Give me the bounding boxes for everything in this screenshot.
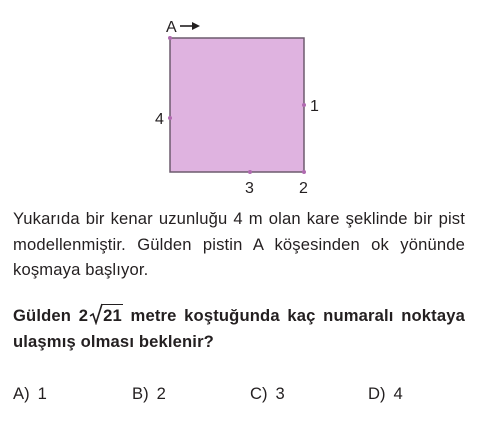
corner-a-dot bbox=[168, 36, 172, 40]
option-a-letter: A) bbox=[13, 384, 30, 403]
option-a[interactable] bbox=[13, 384, 47, 404]
answer-options bbox=[13, 384, 473, 408]
radicand: 21 bbox=[103, 306, 122, 325]
option-b[interactable] bbox=[132, 384, 166, 404]
square-track-figure bbox=[0, 0, 478, 205]
point-3-dot bbox=[248, 170, 252, 174]
option-b-value: 2 bbox=[156, 384, 166, 403]
option-c[interactable] bbox=[250, 384, 285, 404]
point-2-label: 2 bbox=[299, 180, 308, 197]
option-b-letter: B) bbox=[132, 384, 149, 403]
point-1-label: 1 bbox=[310, 98, 319, 115]
option-d-letter: D) bbox=[368, 384, 386, 403]
option-c-value: 3 bbox=[275, 384, 285, 403]
radical-sign-icon bbox=[89, 303, 103, 325]
option-c-letter: C) bbox=[250, 384, 268, 403]
question-text bbox=[13, 303, 465, 354]
square-track bbox=[170, 38, 304, 172]
square-root bbox=[89, 303, 123, 329]
question-before: Gülden 2 bbox=[13, 306, 89, 325]
corner-a-label bbox=[166, 19, 200, 36]
point-2-dot bbox=[302, 170, 306, 174]
point-4-dot bbox=[168, 116, 172, 120]
square-track-diagram bbox=[0, 0, 478, 205]
corner-a-text: A bbox=[166, 19, 177, 36]
option-d[interactable] bbox=[368, 384, 403, 404]
question-after: metre koştuğunda kaç numaralı noktaya ulaşmış olması beklenir? bbox=[13, 306, 465, 351]
point-1-dot bbox=[302, 103, 306, 107]
point-4-label: 4 bbox=[155, 111, 164, 128]
direction-arrow-icon bbox=[180, 22, 200, 30]
option-a-value: 1 bbox=[37, 384, 47, 403]
option-d-value: 4 bbox=[393, 384, 403, 403]
problem-paragraph: Yukarıda bir kenar uzunluğu 4 m olan kare şeklinde bir pist modellenmiştir. Gülden pistin A köşesinden ok yönünde koşmaya başlıyor. bbox=[13, 209, 465, 279]
point-3-label: 3 bbox=[245, 180, 254, 197]
